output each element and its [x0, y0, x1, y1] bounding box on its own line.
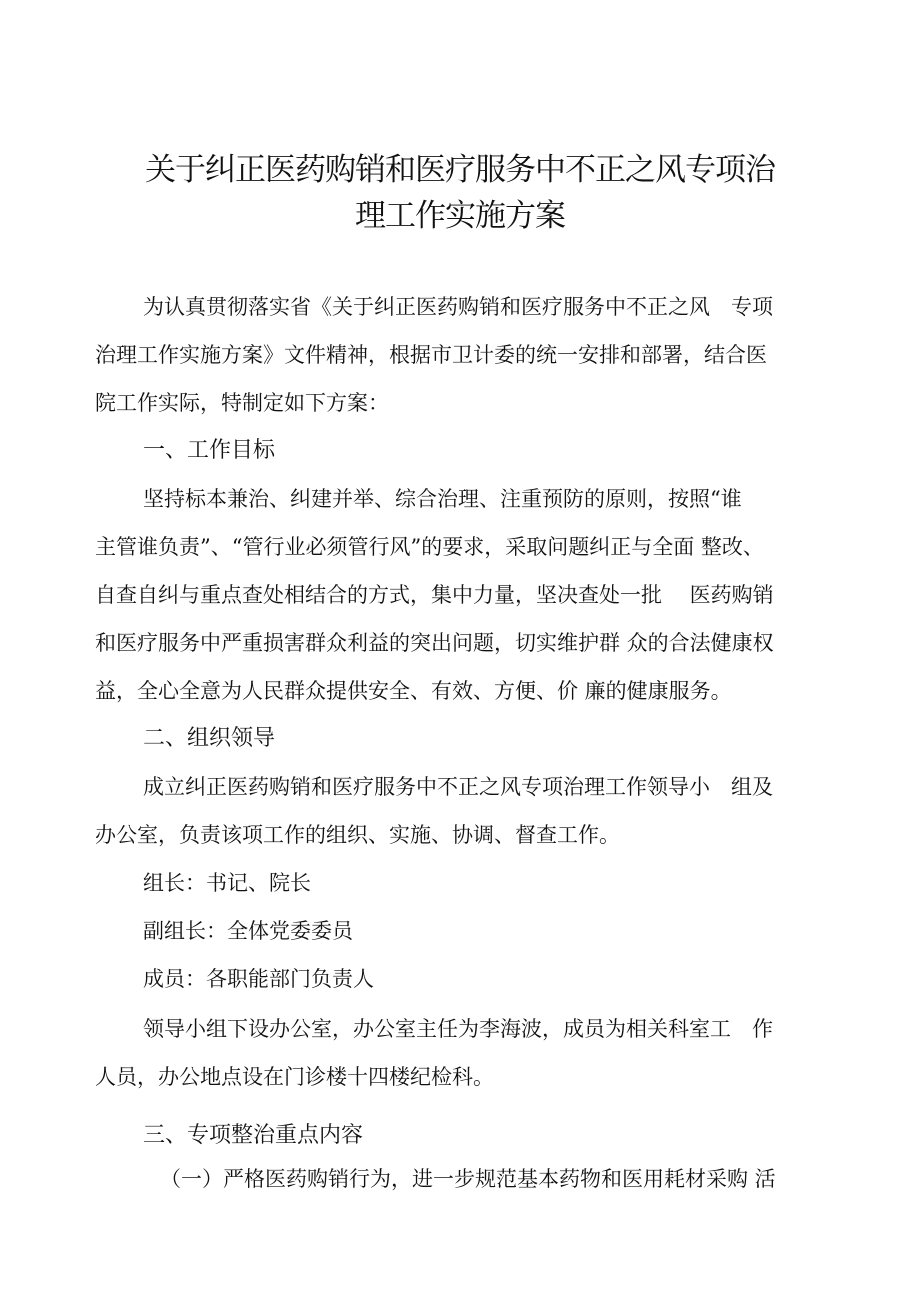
section-2-office-line-1: 领导小组下设办公室，办公室主任为李海波，成员为相关科室工 作 [143, 1017, 773, 1041]
section-2-members: 成员：各职能部门负责人 [143, 967, 374, 991]
section-1-line-4: 和医疗服务中严重损害群众利益的突出问题，切实维护群 众的合法健康权 [95, 631, 774, 655]
document-title-line-2: 理工作实施方案 [355, 198, 565, 234]
section-2-line-1: 成立纠正医药购销和医疗服务中不正之风专项治理工作领导小 组及 [143, 775, 773, 799]
section-1-line-1: 坚持标本兼治、纠建并举、综合治理、注重预防的原则，按照“谁 [143, 487, 742, 511]
section-2-office-line-2: 人员，办公地点设在门诊楼十四楼纪检科。 [95, 1065, 494, 1089]
section-1-heading: 一、工作目标 [143, 438, 276, 463]
section-1-line-2: 主管谁负责”、“管行业必须管行风”的要求，采取问题纠正与全面 整改、 [95, 535, 764, 559]
section-2-heading: 二、组织领导 [143, 726, 276, 751]
intro-line-2: 治理工作实施方案》文件精神，根据市卫计委的统一安排和部署，结合医 [95, 343, 767, 367]
intro-line-3: 院工作实际，特制定如下方案： [95, 391, 389, 415]
section-3-heading: 三、专项整治重点内容 [143, 1123, 364, 1148]
section-2-leader: 组长：书记、院长 [143, 871, 311, 895]
section-2-deputy: 副组长：全体党委委员 [143, 919, 353, 943]
document-title-line-1: 关于纠正医药购销和医疗服务中不正之风专项治 [145, 152, 775, 188]
intro-line-1: 为认真贯彻落实省《关于纠正医药购销和医疗服务中不正之风 专项 [143, 295, 773, 319]
section-2-line-2: 办公室，负责该项工作的组织、实施、协调、督查工作。 [95, 823, 620, 847]
section-1-line-3: 自查自纠与重点查处相结合的方式，集中力量，坚决查处一批 医药购销 [95, 583, 774, 607]
section-3-item-1: （一）严格医药购销行为，进一步规范基本药物和医用耗材采购 活 [160, 1167, 776, 1191]
section-1-line-5: 益，全心全意为人民群众提供安全、有效、方便、价 廉的健康服务。 [95, 679, 732, 703]
